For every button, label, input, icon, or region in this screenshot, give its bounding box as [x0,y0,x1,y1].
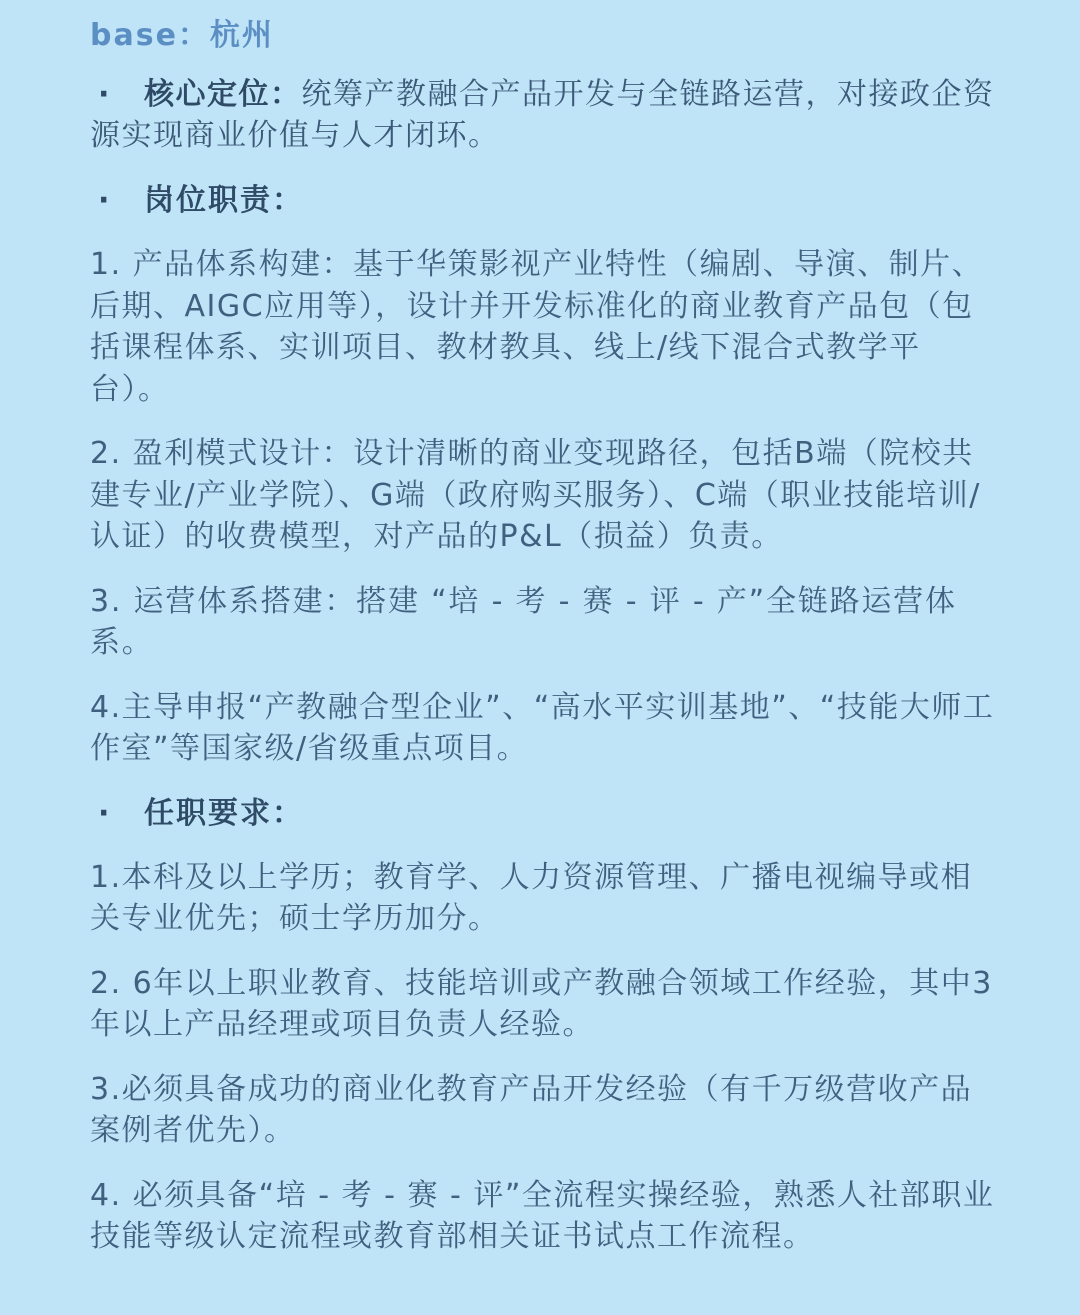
bullet-marker: · [98,795,112,831]
duty-item-1: 1. 产品体系构建：基于华策影视产业特性（编剧、导演、制片、后期、AIGC应用等），设计并开发标准化的商业教育产品包（包括课程体系、实训项目、教材教具、线上/线下混合式教学平台）。 [90,247,984,407]
base-location: base：杭州 [90,18,274,53]
duty-item-3: 3. 运营体系搭建：搭建 “培 - 考 - 赛 - 评 - 产”全链路运营体系。 [90,583,957,660]
core-positioning [90,74,1000,156]
requirements-heading-row [90,793,1000,835]
requirement-item-2: 2. 6年以上职业教育、技能培训或产教融合领域工作经验，其中3年以上产品经理或项目负责人经验。 [90,965,993,1042]
duties-heading-row [90,180,1000,222]
duties-heading: 岗位职责： [144,183,304,218]
bullet-marker: · [98,77,111,112]
duty-item-4: 4.主导申报“产教融合型企业”、“高水平实训基地”、“技能大师工作室”等国家级/省级重点项目。 [90,689,995,766]
core-positioning-label: 核心定位： [144,77,302,112]
core-positioning-text: 统筹产教融合产品开发与全链路运营，对接政企资源实现商业价值与人才闭环。 [90,77,995,153]
bullet-marker: · [98,183,112,218]
requirements-heading: 任职要求： [144,795,304,831]
requirement-item-1: 1.本科及以上学历；教育学、人力资源管理、广播电视编导或相关专业优先；硕士学历加分。 [90,859,973,936]
requirement-item-4: 4. 必须具备“培 - 考 - 赛 - 评”全流程实操经验，熟悉人社部职业技能等级认定流程或教育部相关证书试点工作流程。 [90,1177,995,1254]
requirement-item-3: 3.必须具备成功的商业化教育产品开发经验（有千万级营收产品案例者优先）。 [90,1071,973,1148]
duty-item-2: 2. 盈利模式设计：设计清晰的商业变现路径，包括B端（院校共建专业/产业学院）、G端（政府购买服务）、C端（职业技能培训/认证）的收费模型，对产品的P&L（损益）负责。 [90,436,981,554]
